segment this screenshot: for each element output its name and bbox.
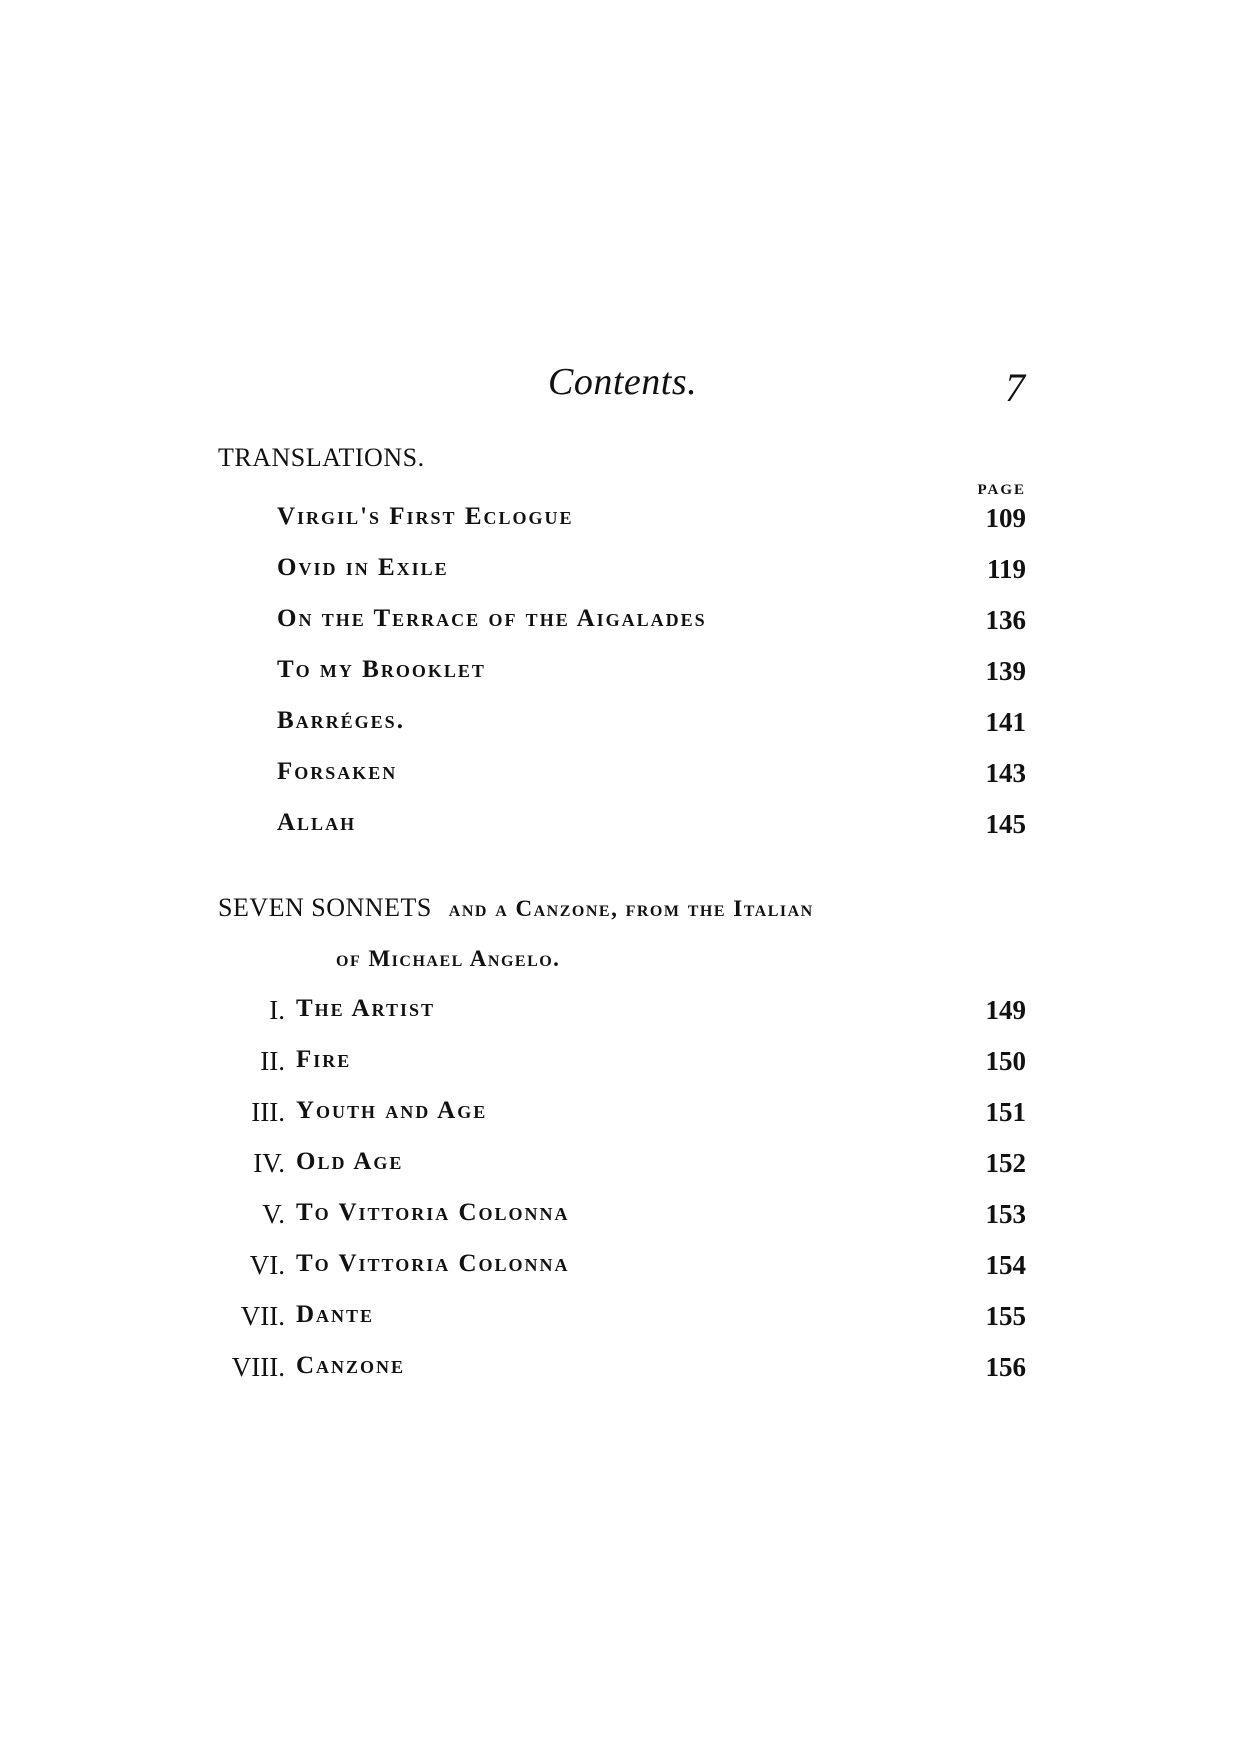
toc-entry bbox=[0, 809, 1241, 849]
toc-entry-page: 119 bbox=[986, 554, 1026, 584]
toc-entry bbox=[0, 1097, 1241, 1137]
toc-entry-title: Fire bbox=[296, 1046, 352, 1073]
toc-entry-page: 156 bbox=[985, 1352, 1026, 1382]
toc-entry bbox=[0, 1199, 1241, 1239]
toc-entry-title: Forsaken bbox=[277, 758, 398, 785]
toc-entry bbox=[0, 1250, 1241, 1290]
toc-entry-numeral: II. bbox=[260, 1046, 285, 1076]
toc-entry-page: 154 bbox=[985, 1250, 1026, 1280]
toc-entry bbox=[0, 1352, 1241, 1392]
toc-entry bbox=[0, 758, 1241, 798]
toc-entry-page: 139 bbox=[985, 656, 1026, 686]
toc-entry-numeral: IV. bbox=[253, 1148, 285, 1178]
toc-entry bbox=[0, 605, 1241, 645]
toc-entry bbox=[0, 995, 1241, 1035]
toc-entry-page: 136 bbox=[985, 605, 1026, 635]
toc-entry-title: To Vittoria Colonna bbox=[296, 1199, 570, 1226]
toc-entry-title: The Artist bbox=[296, 995, 435, 1022]
toc-entry-page: 149 bbox=[985, 995, 1026, 1025]
toc-entry bbox=[0, 707, 1241, 747]
toc-entry-numeral: I. bbox=[269, 995, 285, 1025]
toc-entry bbox=[0, 503, 1241, 543]
toc-entry bbox=[0, 1148, 1241, 1188]
toc-entry-page: 151 bbox=[985, 1097, 1026, 1127]
toc-entry bbox=[0, 554, 1241, 594]
running-title: Contents. bbox=[548, 361, 698, 403]
section-heading-line2: of Michael Angelo. bbox=[336, 946, 561, 971]
toc-entry-title: Virgil's First Eclogue bbox=[277, 503, 574, 530]
toc-entry-title: Youth and Age bbox=[296, 1097, 488, 1124]
toc-entry-title: Barréges. bbox=[277, 707, 405, 734]
toc-entry-page: 155 bbox=[985, 1301, 1026, 1331]
toc-entry-page: 152 bbox=[985, 1148, 1026, 1178]
toc-entry-page: 141 bbox=[985, 707, 1026, 737]
toc-entry-page: 153 bbox=[985, 1199, 1026, 1229]
toc-entry-title: Old Age bbox=[296, 1148, 404, 1175]
toc-entry-page: 150 bbox=[985, 1046, 1026, 1076]
toc-entry-page: 145 bbox=[985, 809, 1026, 839]
toc-entry-page: 143 bbox=[985, 758, 1026, 788]
toc-entry-numeral: VII. bbox=[240, 1301, 285, 1331]
toc-entry bbox=[0, 1046, 1241, 1086]
section-heading-translations: TRANSLATIONS. bbox=[218, 443, 425, 472]
section-heading-sonnets bbox=[218, 893, 814, 923]
toc-entry-title: Ovid in Exile bbox=[277, 554, 449, 581]
section-heading-main: SEVEN SONNETS bbox=[218, 893, 432, 922]
toc-entry bbox=[0, 1301, 1241, 1341]
toc-entry-numeral: V. bbox=[262, 1199, 285, 1229]
running-head bbox=[0, 360, 1241, 420]
toc-entry-title: To my Brooklet bbox=[277, 656, 486, 683]
toc-entry-numeral: VI. bbox=[249, 1250, 285, 1280]
toc-entry bbox=[0, 656, 1241, 696]
toc-entry-title: Dante bbox=[296, 1301, 375, 1328]
toc-entry-numeral: VIII. bbox=[231, 1352, 285, 1382]
page-column-label: PAGE bbox=[977, 482, 1026, 498]
toc-entry-title: On the Terrace of the Aigalades bbox=[277, 605, 707, 632]
section-heading-rest: and a Canzone, from the Italian bbox=[448, 896, 814, 921]
toc-entry-numeral: III. bbox=[251, 1097, 285, 1127]
toc-entry-title: To Vittoria Colonna bbox=[296, 1250, 570, 1277]
page-number: 7 bbox=[1005, 365, 1025, 410]
toc-entry-title: Allah bbox=[277, 809, 357, 836]
toc-entry-title: Canzone bbox=[296, 1352, 406, 1379]
toc-entry-page: 109 bbox=[985, 503, 1026, 533]
